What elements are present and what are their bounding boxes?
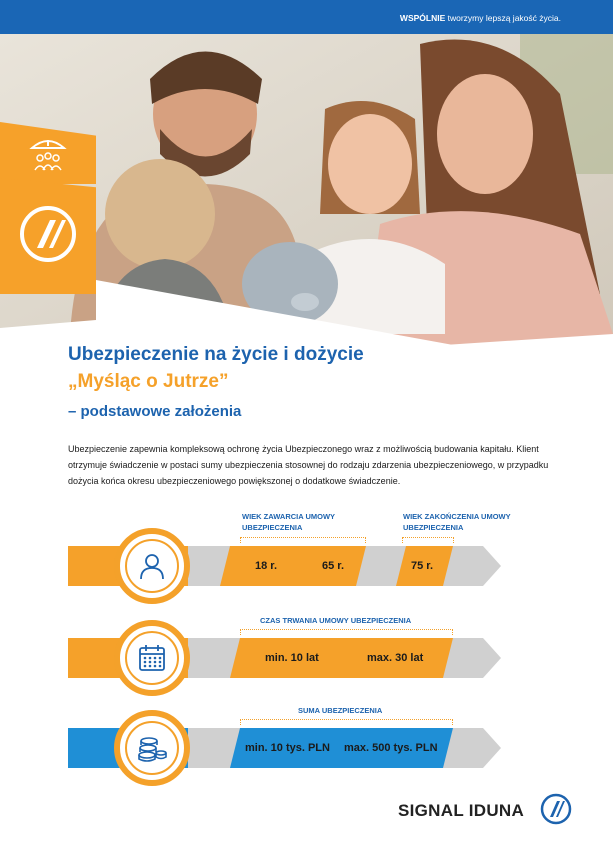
row2-bracket-end2	[452, 629, 453, 635]
row2-value-max: max. 30 lat	[367, 652, 424, 664]
row1-value-min-age: 18 r.	[255, 560, 278, 572]
row3-bracket-end1	[240, 719, 241, 725]
row1-icon-circle	[114, 528, 190, 604]
row3-label: SUMA UBEZPIECZENIA	[298, 706, 383, 715]
intro-text: Ubezpieczenie zapewnia kompleksową ochronę życia Ubezpieczonego wraz z możliwością budowania kapitału. Klient otrzymuje świadczenie w postaci sumy ubezpieczenia stosownej do rodzaju zdarzenia ubezpieczeniowego, w przypadku dożycia końca okresu ubezpieczeniowego powiększonej o dodatkowe świadczenie.	[68, 444, 549, 486]
coins-icon	[136, 733, 168, 763]
row3-bracket-end2	[452, 719, 453, 725]
subtitle: – podstawowe założenia	[68, 403, 242, 420]
row1-label-right: WIEK ZAKOŃCZENIA UMOWY UBEZPIECZENIA	[403, 512, 511, 532]
row1-value-end-age: 75 r.	[411, 560, 434, 572]
row1-bracket-right-end2	[453, 537, 454, 543]
row3-icon-circle	[114, 710, 190, 786]
calendar-icon	[137, 643, 167, 673]
orange-tab-logo	[0, 178, 96, 294]
row1-bracket-left-end2	[365, 537, 366, 543]
row3-bracket	[240, 719, 453, 720]
row1-label-left: WIEK ZAWARCIA UMOWY UBEZPIECZENIA	[242, 512, 335, 532]
top-bar	[0, 0, 613, 34]
row2-bracket	[240, 629, 453, 630]
row2-value-min: min. 10 lat	[265, 652, 319, 664]
person-icon	[137, 551, 167, 581]
row3-value-max: max. 500 tys. PLN	[344, 742, 438, 754]
brand-name: SIGNAL IDUNA	[398, 801, 525, 820]
row2-icon-circle	[114, 620, 190, 696]
row1-bracket-left-end1	[240, 537, 241, 543]
title-line2: „Myśląc o Jutrze”	[68, 371, 229, 392]
row1-value-max-age: 65 r.	[322, 560, 345, 572]
row3-value-min: min. 10 tys. PLN	[245, 742, 330, 754]
signal-iduna-logo-footer-icon	[540, 793, 572, 825]
tagline: WSPÓLNIE tworzymy lepszą jakość życia.	[399, 13, 561, 23]
row1-bracket-left	[240, 537, 366, 538]
row2-label: CZAS TRWANIA UMOWY UBEZPIECZENIA	[260, 616, 412, 625]
signal-iduna-logo-icon	[0, 178, 96, 294]
row1-bracket-right-end1	[402, 537, 403, 543]
row1-bracket-right	[402, 537, 454, 538]
row2-bracket-end1	[240, 629, 241, 635]
title-line1: Ubezpieczenie na życie i dożycie	[68, 344, 364, 365]
